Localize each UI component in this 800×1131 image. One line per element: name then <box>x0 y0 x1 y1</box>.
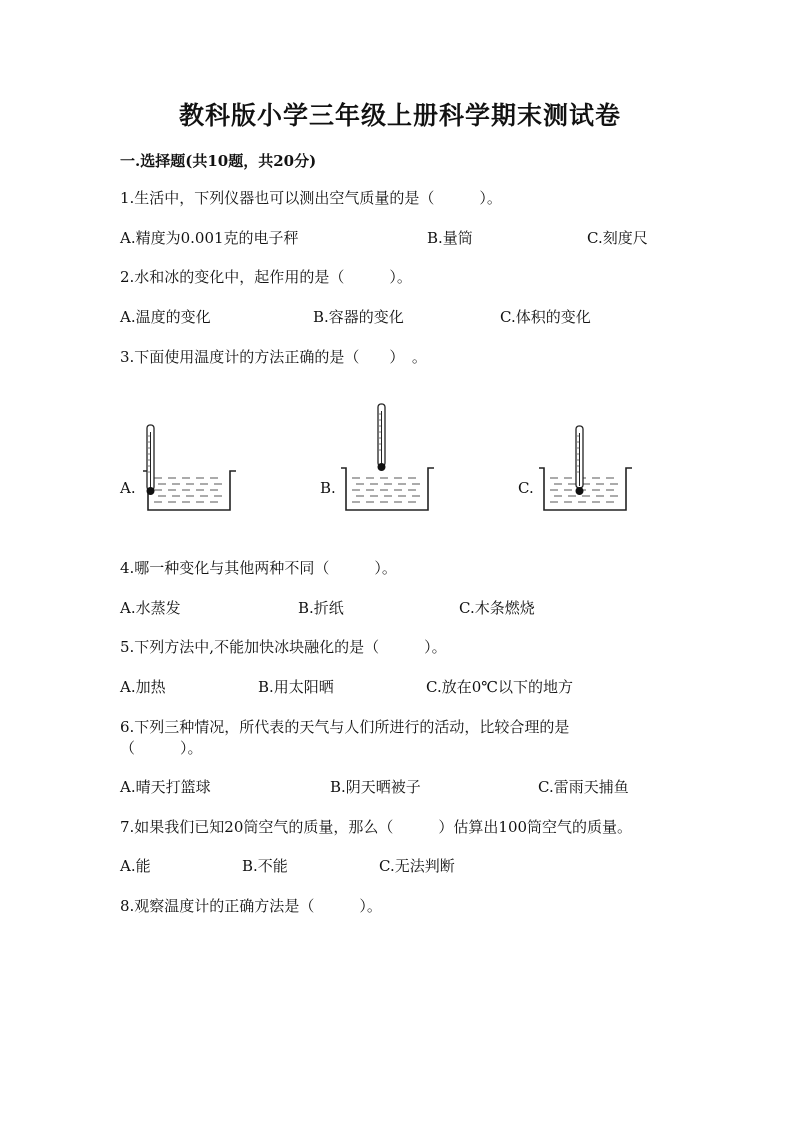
q5-option-c[interactable]: C.放在0℃以下的地方 <box>426 678 574 696</box>
section-heading: 一.选择题(共10题，共20分) <box>120 152 317 170</box>
q1-option-c[interactable]: C.刻度尺 <box>587 229 648 247</box>
q7-option-b[interactable]: B.不能 <box>242 857 288 875</box>
q3-option-b[interactable]: B. <box>320 479 336 497</box>
q2-option-b[interactable]: B.容器的变化 <box>313 308 404 326</box>
page-title: 教科版小学三年级上册科学期末测试卷 <box>178 101 621 130</box>
question-4: 4.哪一种变化与其他两种不同（ ）。 <box>120 559 397 577</box>
question-3: 3.下面使用温度计的方法正确的是（ ） 。 <box>120 348 427 366</box>
question-5: 5.下列方法中,不能加快冰块融化的是（ ）。 <box>120 638 447 656</box>
q1-option-b[interactable]: B.量筒 <box>427 229 473 247</box>
q7-option-c[interactable]: C.无法判断 <box>379 857 455 875</box>
thermometer-icon <box>378 404 386 471</box>
question-6: 6.下列三种情况，所代表的天气与人们所进行的活动，比较合理的是 <box>120 718 570 736</box>
beaker-thermometer-figure-c <box>538 424 634 514</box>
q5-option-a[interactable]: A.加热 <box>120 678 166 696</box>
question-7: 7.如果我们已知20筒空气的质量，那么（ ）估算出100筒空气的质量。 <box>120 818 633 836</box>
question-8: 8.观察温度计的正确方法是（ ）。 <box>120 897 382 915</box>
beaker-thermometer-figure-a <box>142 422 238 514</box>
question-2: 2.水和冰的变化中，起作用的是（ ）。 <box>120 268 412 286</box>
question-6-cont: （ ）。 <box>120 739 203 757</box>
q4-option-c[interactable]: C.木条燃烧 <box>459 599 535 617</box>
question-1: 1.生活中，下列仪器也可以测出空气质量的是（ ）。 <box>120 189 502 207</box>
q3-option-a[interactable]: A. <box>120 479 136 497</box>
q4-option-a[interactable]: A.水蒸发 <box>120 599 181 617</box>
q1-option-a[interactable]: A.精度为0.001克的电子秤 <box>120 229 299 247</box>
q3-option-c[interactable]: C. <box>518 479 534 497</box>
q5-option-b[interactable]: B.用太阳晒 <box>258 678 334 696</box>
beaker-icon <box>539 468 632 510</box>
q6-option-c[interactable]: C.雷雨天捕鱼 <box>538 778 629 796</box>
thermometer-icon <box>147 425 155 495</box>
beaker-icon <box>143 471 236 510</box>
thermometer-icon <box>576 426 584 495</box>
beaker-thermometer-figure-b <box>340 402 436 514</box>
beaker-icon <box>341 468 434 510</box>
q2-option-a[interactable]: A.温度的变化 <box>120 308 211 326</box>
q4-option-b[interactable]: B.折纸 <box>298 599 344 617</box>
q6-option-a[interactable]: A.晴天打篮球 <box>120 778 211 796</box>
q2-option-c[interactable]: C.体积的变化 <box>500 308 591 326</box>
q6-option-b[interactable]: B.阴天晒被子 <box>330 778 421 796</box>
q7-option-a[interactable]: A.能 <box>120 857 151 875</box>
